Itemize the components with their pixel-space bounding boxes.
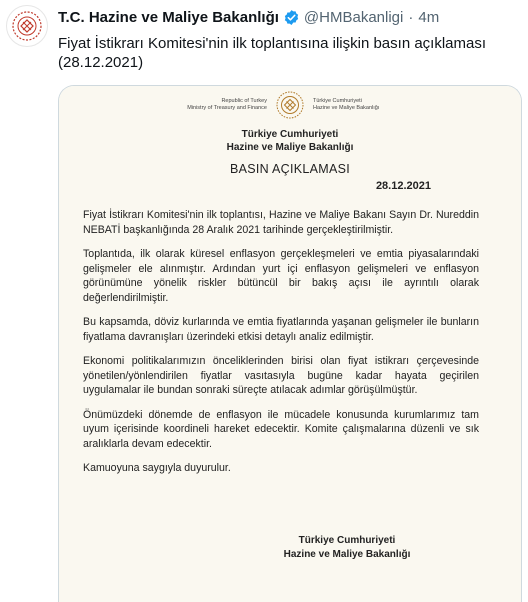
letterhead-english-line2: Ministry of Treasury and Finance xyxy=(187,105,267,111)
tweet-header xyxy=(58,9,439,26)
paragraph: Toplantıda, ilk olarak küresel enflasyon gerçekleşmeleri ve emtia piyasalarındaki gelişmeler ele alınmıştır. Ardından yurt içi enflasyon gelişmeleri ve enflasyon görünümüne yönelik riskler bütüncül bir bakış açısı ile ayrıntılı olarak değerlendirilmiştir. xyxy=(83,248,479,304)
account-name[interactable]: T.C. Hazine ve Maliye Bakanlığı xyxy=(58,9,279,26)
letterhead-turkish xyxy=(313,98,401,112)
document-body xyxy=(83,208,479,486)
document-header-line1: Türkiye Cumhuriyeti xyxy=(241,129,339,140)
document-signature xyxy=(267,534,427,562)
document-letterhead xyxy=(59,90,521,120)
document-header-line2: Hazine ve Maliye Bakanlığı xyxy=(226,142,354,153)
separator-dot: · xyxy=(408,9,414,26)
letterhead-turkish-line2: Hazine ve Maliye Bakanlığı xyxy=(313,105,380,111)
document-header xyxy=(59,128,521,154)
paragraph: Kamuoyuna saygıyla duyurulur. xyxy=(83,462,231,474)
press-release-document xyxy=(59,86,521,602)
letterhead-turkish-line1: Türkiye Cumhuriyeti xyxy=(313,98,362,104)
tweet-timestamp[interactable]: 4m xyxy=(418,9,440,26)
document-date: 28.12.2021 xyxy=(375,180,431,192)
paragraph: Önümüzdeki dönemde de enflasyon ile mücadele konusunda kurumlarımız tam uyum içerisinde koordineli hareket edecektir. Komite çalışmalarına düzenli ve sık aralıklarla devam edecektir. xyxy=(83,408,479,450)
avatar[interactable] xyxy=(6,5,48,47)
tweet-text: Fiyat İstikrarı Komitesi'nin ilk toplantısına ilişkin basın açıklaması (28.12.2021) xyxy=(58,35,487,71)
ministry-logo-icon xyxy=(10,9,44,43)
letterhead-english-line1: Republic of Turkey xyxy=(221,98,267,104)
signature-line1: Türkiye Cumhuriyeti xyxy=(298,535,396,546)
paragraph: Bu kapsamda, döviz kurlarında ve emtia fiyatlarında yaşanan gelişmeler ile bunların fiyatlama davranışları üzerindeki etkisi detaylı analiz edilmiştir. xyxy=(83,316,479,343)
verified-badge-icon xyxy=(283,9,300,26)
paragraph: Ekonomi politikalarımızın önceliklerinden birisi olan fiyat istikrarı çerçevesinde yönetilen/yönlendirilen fiyatlar vasıtasıyla bugüne kadar hayata geçirilen uygulamalar ile bundan sonraki süreçte atılacak adımlar görüşülmüştür. xyxy=(83,355,479,396)
tweet-media-image[interactable] xyxy=(58,85,522,602)
press-release-title: BASIN AÇIKLAMASI xyxy=(229,162,351,176)
letterhead-english xyxy=(179,98,267,112)
signature-line2: Hazine ve Maliye Bakanlığı xyxy=(283,549,411,560)
paragraph: Fiyat İstikrarı Komitesi'nin ilk toplantısı, Hazine ve Maliye Bakanı Sayın Dr. Nureddin NEBATİ başkanlığında 28 Aralık 2021 tarihinde gerçekleştirilmiştir. xyxy=(83,209,479,236)
account-handle[interactable]: @HMBakanligi xyxy=(303,9,404,26)
ministry-emblem-icon xyxy=(275,90,305,120)
